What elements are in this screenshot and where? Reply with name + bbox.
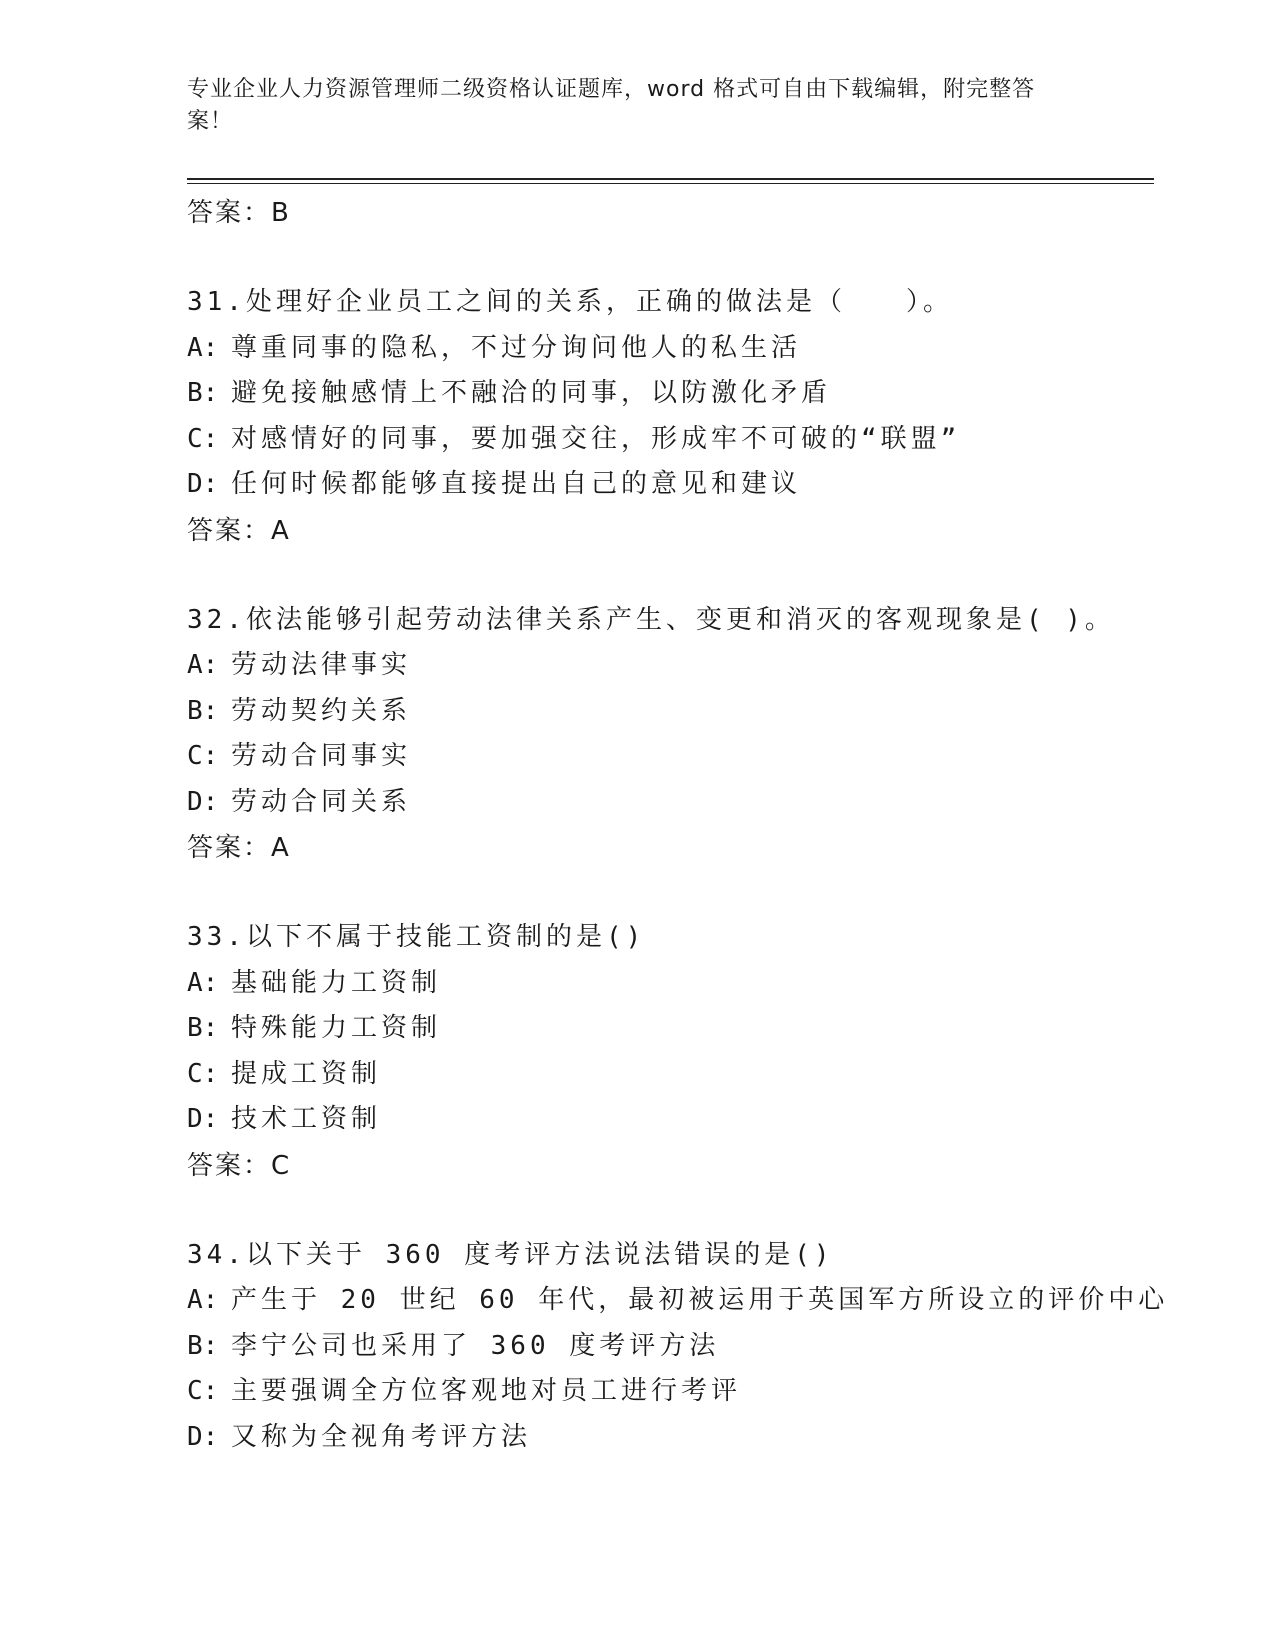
answer: 答案：A <box>187 515 291 546</box>
option-d: D: 又称为全视角考评方法 <box>187 1421 532 1452</box>
answer: 答案：C <box>187 1150 292 1181</box>
question-stem: 32.依法能够引起劳动法律关系产生、变更和消灭的客观现象是( )。 <box>187 604 1115 635</box>
option-c: C: 劳动合同事实 <box>187 741 412 771</box>
option-d: D: 劳动合同关系 <box>187 786 412 817</box>
option-b: B: 避免接触感情上不融洽的同事，以防激化矛盾 <box>187 378 832 408</box>
option-a: A: 尊重同事的隐私，不过分询问他人的私生活 <box>187 332 802 363</box>
document-header-note: 专业企业人力资源管理师二级资格认证题库，word 格式可自由下载编辑，附完整答案！ <box>187 77 1036 134</box>
question-list <box>187 190 1169 1460</box>
question-34 <box>187 1233 1169 1461</box>
option-b: B: 李宁公司也采用了 360 度考评方法 <box>187 1330 720 1361</box>
option-c: C: 对感情好的同事，要加强交往，形成牢不可破的“联盟” <box>187 423 961 454</box>
answer: 答案：A <box>187 833 291 863</box>
question-stem: 31.处理好企业员工之间的关系，正确的做法是（ ）。 <box>187 287 953 317</box>
option-b: B: 特殊能力工资制 <box>187 1013 442 1043</box>
option-a: A: 基础能力工资制 <box>187 967 442 998</box>
option-a: A: 劳动法律事实 <box>187 650 412 680</box>
option-c: C: 主要强调全方位客观地对员工进行考评 <box>187 1376 742 1406</box>
option-a: A: 产生于 20 世纪 60 年代，最初被运用于英国军方所设立的评价中心 <box>187 1285 1169 1315</box>
header-divider-thin <box>187 183 1154 184</box>
question-33 <box>187 915 1154 1189</box>
previous-answer: 答案：B <box>187 198 291 228</box>
question-stem: 33.以下不属于技能工资制的是() <box>187 922 646 952</box>
option-c: C: 提成工资制 <box>187 1058 382 1089</box>
option-d: D: 任何时候都能够直接提出自己的意见和建议 <box>187 469 802 499</box>
question-stem: 34.以下关于 360 度考评方法说法错误的是() <box>187 1239 834 1270</box>
option-d: D: 技术工资制 <box>187 1104 382 1134</box>
question-31 <box>187 280 1154 554</box>
header-divider-thick <box>187 178 1154 180</box>
option-b: B: 劳动契约关系 <box>187 695 412 726</box>
question-32 <box>187 598 1154 872</box>
